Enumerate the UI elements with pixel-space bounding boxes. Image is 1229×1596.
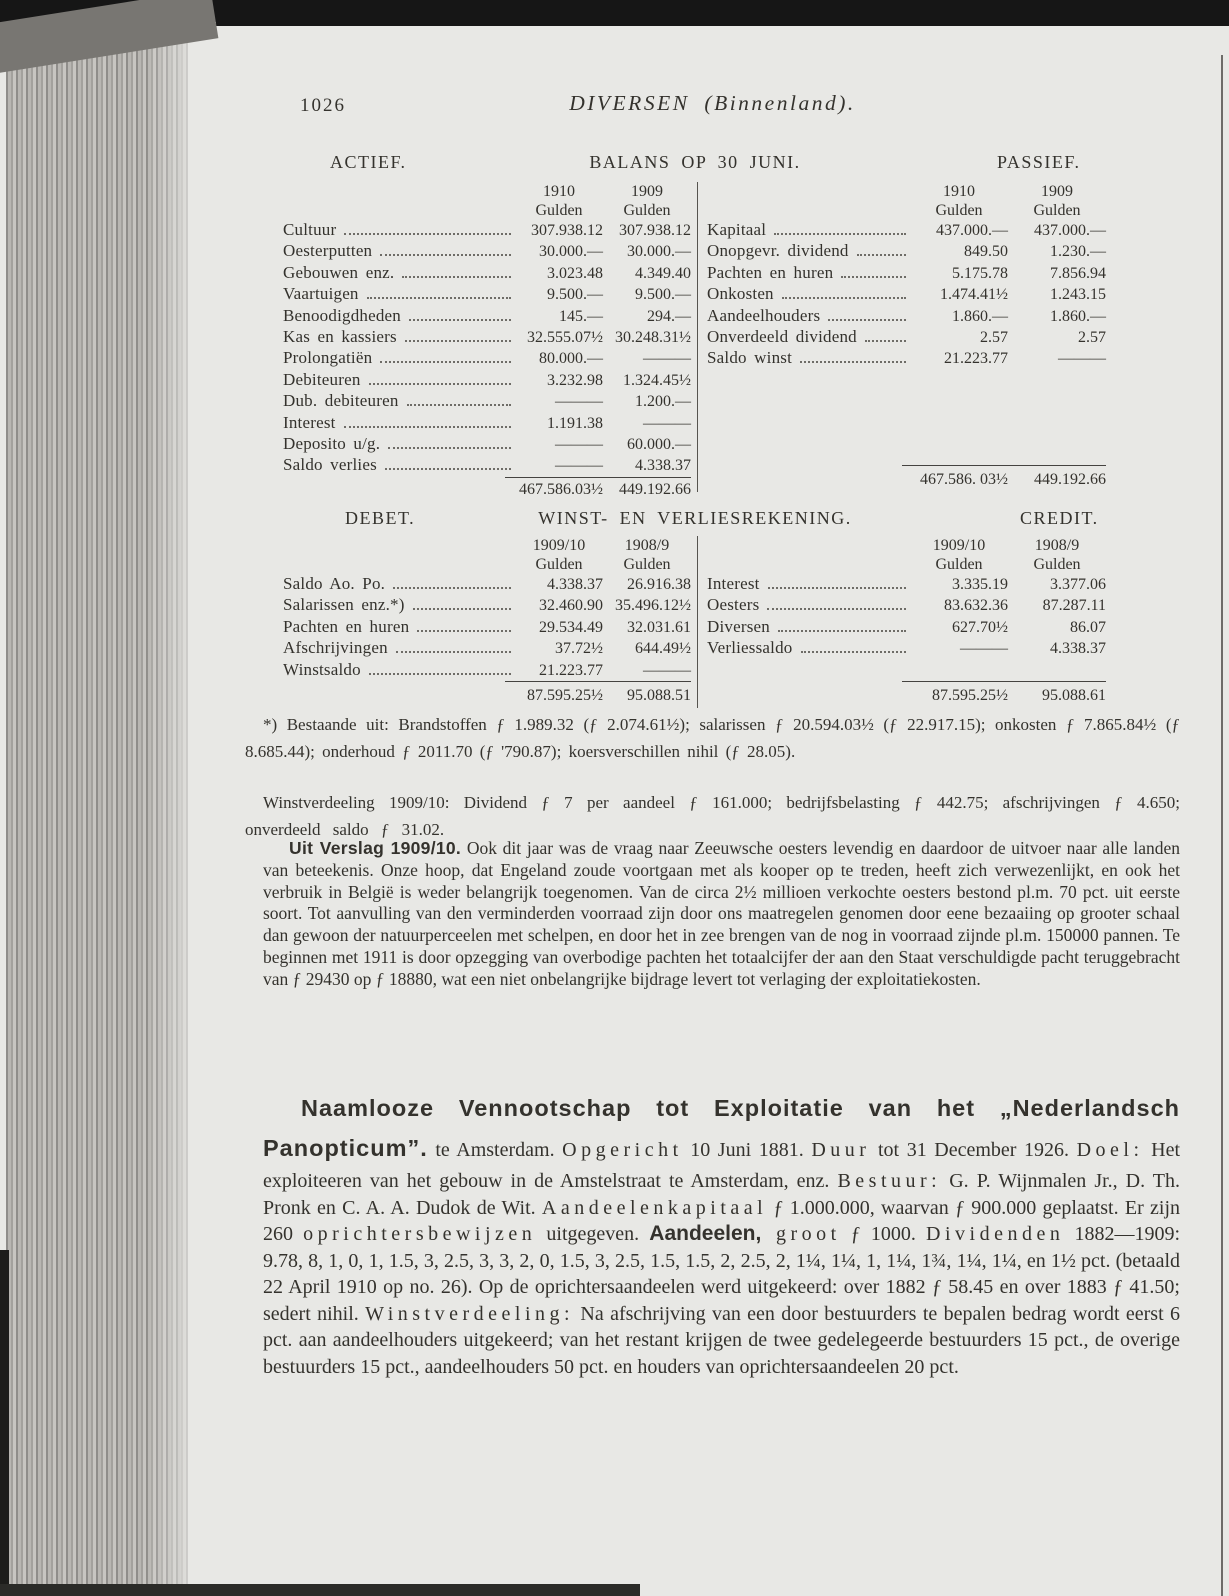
dot-leader bbox=[841, 276, 906, 278]
table-row: Salarissen enz.*) 32.460.90 35.496.12½ bbox=[283, 595, 691, 615]
table-row: Winstsaldo 21.223.77 ——— bbox=[283, 659, 691, 679]
year-header: 1909/10 1908/9 bbox=[532, 537, 670, 554]
dot-leader bbox=[405, 340, 511, 342]
currency-unit: Gulden Gulden bbox=[935, 202, 1081, 219]
photo-left-edge bbox=[0, 1250, 9, 1596]
total-row: 467.586.03½ 449.192.66 bbox=[519, 480, 691, 498]
dot-leader bbox=[369, 383, 511, 385]
table-row: Saldo verlies ——— 4.338.37 bbox=[283, 455, 691, 475]
dot-leader bbox=[774, 233, 906, 235]
dot-leader bbox=[407, 404, 511, 406]
dot-leader bbox=[367, 297, 511, 299]
table-row: Benoodigdheden 145.— 294.— bbox=[283, 305, 691, 325]
page-number: 1026 bbox=[300, 95, 346, 116]
dot-leader bbox=[865, 340, 906, 342]
dot-leader bbox=[396, 651, 511, 653]
report-lead: Uit Verslag 1909/10. bbox=[289, 838, 462, 858]
table-row: Saldo Ao. Po. 4.338.37 26.916.38 bbox=[283, 574, 691, 593]
page-right-edge-line bbox=[1221, 55, 1223, 1596]
dot-leader bbox=[857, 254, 906, 256]
company-name-heading: Naamlooze Vennootschap tot Exploitatie van het „Nederlandsch Panopticum”. bbox=[263, 1095, 1180, 1161]
passief-column bbox=[697, 182, 1180, 492]
total-row: 87.595.25½ 95.088.51 bbox=[527, 687, 691, 705]
currency-unit: Gulden Gulden bbox=[535, 556, 671, 573]
table-row: Pachten en huren 5.175.78 7.856.94 bbox=[707, 262, 1106, 282]
table-row: Dub. debiteuren ——— 1.200.— bbox=[283, 391, 691, 411]
year-header: 1910 1909 bbox=[543, 183, 663, 200]
table-row: Deposito u/g. ——— 60.000.— bbox=[283, 434, 691, 454]
year-header: 1910 1909 bbox=[943, 183, 1073, 200]
table-row: Kapitaal 437.000.— 437.000.— bbox=[707, 220, 1106, 239]
scanned-page bbox=[245, 0, 1180, 1596]
table-row: Pachten en huren 29.534.49 32.031.61 bbox=[283, 616, 691, 636]
profit-distribution: Winstverdeeling 1909/10: Dividend ƒ 7 per aandeel ƒ 161.000; bedrijfsbelasting ƒ 442.75; afschrijvingen ƒ 4.650; onverdeeld saldo ƒ 31.02. bbox=[245, 793, 1180, 839]
dot-leader bbox=[409, 319, 511, 321]
dot-leader bbox=[778, 630, 906, 632]
company-section: Naamlooze Vennootschap tot Exploitatie van het „Nederlandsch Panopticum”. te Amsterdam. Opgericht 10 Juni 1881. Duur tot 31 December 1926. Doel: Het exploiteeren van het gebouw in de Amstelstraat te Amsterdam, enz. Bestuur: G. P. Wijnmalen Jr., D. Th. Pronk en C. A. A. Dudok de Wit. Aandeelenkapitaal ƒ 1.000.000, waarvan ƒ 900.000 geplaatst. Er zijn 260 oprichtersbewijzen uitgegeven. Aandeelen, groot ƒ 1000. Dividenden 1882—1909: 9.78, 8, 1, 0, 1, 1.5, 3, 2.5, 3, 3, 2, 0, 1.5, 3, 2.5, 1.5, 1.5, 2, 2.5, 2, 1¼, 1¼, 1, 1¼, 1¾, 1¼, 1¼, en 1½ pct. (betaald 22 April 1910 op no. 26). Op de oprichtersaandeelen werd uitgekeerd: over 1882 ƒ 58.45 en over 1883 ƒ 41.50; sedert nihil. Winstverdeeling: Na afschrijving van een door bestuurders te bepalen bedrag wordt eerst 6 pct. aan aandeelhouders uitgekeerd; van het restant krijgen de twee gedelegeerde bestuurders 15 pct., de overige bestuurders 15 pct., aandeelhouders 50 pct. en houders van oprichtersaandeelen 20 pct. bbox=[263, 1095, 1181, 1378]
dot-leader bbox=[388, 447, 511, 449]
currency-unit: Gulden Gulden bbox=[935, 556, 1081, 573]
table-row: Interest 3.335.19 3.377.06 bbox=[707, 574, 1106, 593]
table-row: Gebouwen enz. 3.023.48 4.349.40 bbox=[283, 262, 691, 282]
dot-leader bbox=[800, 361, 906, 363]
footnote: *) Bestaande uit: Brandstoffen ƒ 1.989.32 (ƒ 2.074.61½); salarissen ƒ 20.594.03½ (ƒ 22.917.15); onkosten ƒ 7.865.84½ (ƒ 8.685.44); onderhoud ƒ 2011.70 (ƒ '790.87); koersverschillen nihil (ƒ 28.05). bbox=[245, 715, 1180, 761]
dot-leader bbox=[380, 361, 511, 363]
aandeelen-bold: Aandeelen, bbox=[649, 1222, 762, 1245]
dot-leader bbox=[402, 276, 511, 278]
actief-column bbox=[245, 182, 697, 498]
section-heading-actief: ACTIEF. bbox=[330, 152, 407, 172]
total-row: 87.595.25½ 95.088.61 bbox=[932, 687, 1106, 704]
dot-leader bbox=[385, 468, 511, 470]
balance-sheet bbox=[245, 182, 1180, 498]
dot-leader bbox=[380, 254, 511, 256]
dot-leader bbox=[767, 608, 906, 610]
dot-leader bbox=[417, 630, 511, 632]
section-heading-credit: CREDIT. bbox=[1020, 508, 1099, 528]
table-row: Kas en kassiers 32.555.07½ 30.248.31½ bbox=[283, 327, 691, 347]
section-heading-debet: DEBET. bbox=[345, 508, 416, 528]
table-row: Onverdeeld dividend 2.57 2.57 bbox=[707, 327, 1106, 347]
table-row: Diversen 627.70½ 86.07 bbox=[707, 616, 1106, 636]
pnl-headings bbox=[245, 508, 1180, 532]
table-row: Aandeelhouders 1.860.— 1.860.— bbox=[707, 305, 1106, 325]
debet-column bbox=[245, 536, 697, 708]
dot-leader bbox=[369, 673, 511, 675]
table-row: Saldo winst 21.223.77 ——— bbox=[707, 348, 1106, 368]
dot-leader bbox=[782, 297, 906, 299]
section-heading-passief: PASSIEF. bbox=[997, 152, 1081, 172]
table-row: Afschrijvingen 37.72½ 644.49½ bbox=[283, 638, 691, 658]
page-header: DIVERSEN (Binnenland). bbox=[569, 91, 856, 115]
table-row: Oesterputten 30.000.— 30.000.— bbox=[283, 241, 691, 261]
dot-leader bbox=[393, 587, 511, 589]
balance-headings bbox=[245, 152, 1180, 176]
year-header: 1909/10 1908/9 bbox=[932, 537, 1080, 554]
table-row: Cultuur 307.938.12 307.938.12 bbox=[283, 220, 691, 239]
profit-loss-table bbox=[245, 536, 1180, 708]
dot-leader bbox=[344, 426, 511, 428]
dot-leader bbox=[413, 608, 511, 610]
balance-title: BALANS OP 30 JUNI. bbox=[589, 152, 801, 172]
currency-unit: Gulden Gulden bbox=[535, 202, 671, 219]
book-page-edges-fade bbox=[146, 22, 216, 1596]
pnl-title: WINST- EN VERLIESREKENING. bbox=[538, 508, 852, 528]
dot-leader bbox=[828, 319, 906, 321]
table-row: Prolongatiën 80.000.— ——— bbox=[283, 348, 691, 368]
table-row: Oesters 83.632.36 87.287.11 bbox=[707, 595, 1106, 615]
dot-leader bbox=[801, 651, 907, 653]
table-row: Onkosten 1.474.41½ 1.243.15 bbox=[707, 284, 1106, 304]
dot-leader bbox=[344, 233, 511, 235]
report-text: Ook dit jaar was de vraag naar Zeeuwsche oesters levendig en daardoor de uitvoer naar alle landen van beteekenis. Onze hoop, dat Engeland zoude voortgaan met als kooper op te treden, heeft zich verwezenlijkt, en ook het verbruik in België is weder belangrijk toegenomen. Van de circa 2½ millioen verkochte oesters bestond pl.m. 70 pct. uit eerste soort. Tot aanvulling van den verminderden voorraad zijn door ons maatregelen genomen door eene bezaaiing op grooter schaal dan gewoon der natuurperceelen met schelpen, en door het in zee brengen van de nog in voorraad zijnde pl.m. 150000 pannen. Te beginnen met 1911 is door opzegging van overbodige pachten het totaalcijfer der aan den Staat verschuldigde pacht teruggebracht van ƒ 29430 op ƒ 18880, wat een niet onbelangrijke bijdrage levert tot verlaging der exploitatiekosten. bbox=[263, 838, 1180, 989]
annual-report-excerpt bbox=[263, 838, 1180, 991]
dot-leader bbox=[768, 587, 906, 589]
table-row: Onopgevr. dividend 849.50 1.230.— bbox=[707, 241, 1106, 261]
total-row: 467.586. 03½ 449.192.66 bbox=[920, 471, 1106, 488]
table-row: Interest 1.191.38 ——— bbox=[283, 412, 691, 432]
table-row: Verliessaldo ——— 4.338.37 bbox=[707, 638, 1106, 658]
table-row: Vaartuigen 9.500.— 9.500.— bbox=[283, 284, 691, 304]
table-row: Debiteuren 3.232.98 1.324.45½ bbox=[283, 369, 691, 389]
credit-column bbox=[697, 536, 1180, 708]
